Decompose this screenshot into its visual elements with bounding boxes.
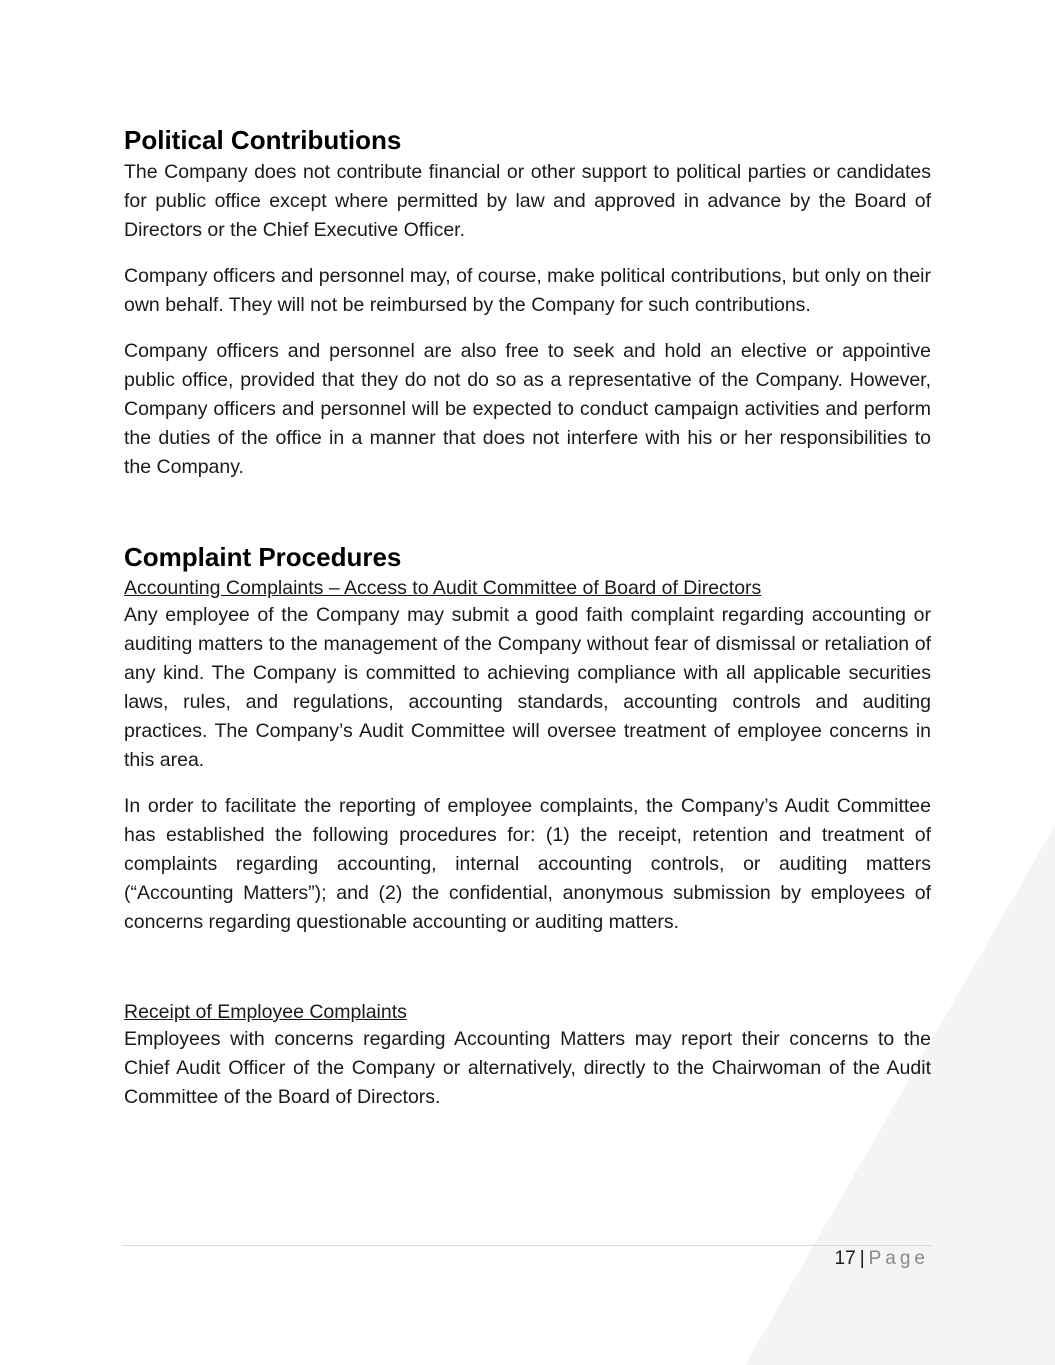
section-complaint-procedures xyxy=(124,539,931,1112)
section-heading: Political Contributions xyxy=(124,125,402,155)
page-label: Page xyxy=(868,1248,929,1269)
section-heading: Complaint Procedures xyxy=(124,542,402,572)
paragraph: Any employee of the Company may submit a good faith complaint regarding accounting or auditing matters to the management of the Company without fear of dismissal or retaliation of any kind. The Company is committed to achieving compliance with all applicable securities laws, rules, and regulations, accounting standards, accounting controls and auditing practices. The Company’s Audit Committee will oversee treatment of employee concerns in this area. xyxy=(124,604,931,771)
page-footer xyxy=(835,1246,929,1272)
paragraph: Company officers and personnel are also free to seek and hold an elective or appointive public office, provided that they do not do so as a representative of the Company. However, Company officers and personnel will be expected to conduct campaign activities and perform the duties of the office in a manner that does not interfere with his or her responsibilities to the Company. xyxy=(124,340,931,478)
subheading: Receipt of Employee Complaints xyxy=(124,1001,407,1023)
subheading: Accounting Complaints – Access to Audit Committee of Board of Directors xyxy=(124,577,762,599)
document-body xyxy=(124,122,931,1129)
paragraph: Employees with concerns regarding Accounting Matters may report their concerns to the Chief Audit Officer of the Company or alternatively, directly to the Chairwoman of the Audit Committee of the Board of Directors. xyxy=(124,1028,931,1108)
section-political-contributions xyxy=(124,122,931,482)
paragraph: The Company does not contribute financial or other support to political parties or candidates for public office except where permitted by law and approved in advance by the Board of Directors or the Chief Executive Officer. xyxy=(124,161,931,241)
paragraph: In order to facilitate the reporting of employee complaints, the Company’s Audit Committee has established the following procedures for: (1) the receipt, retention and treatment of complaints regarding accounting, internal accounting controls, or auditing matters (“Accounting Matters”); and (2) the confidential, anonymous submission by employees of concerns regarding questionable accounting or auditing matters. xyxy=(124,795,931,933)
page-separator: | xyxy=(859,1248,865,1269)
page-number: 17 xyxy=(834,1248,856,1269)
footer-divider xyxy=(122,1245,933,1246)
paragraph: Company officers and personnel may, of course, make political contributions, but only on their own behalf. They will not be reimbursed by the Company for such contributions. xyxy=(124,265,931,316)
